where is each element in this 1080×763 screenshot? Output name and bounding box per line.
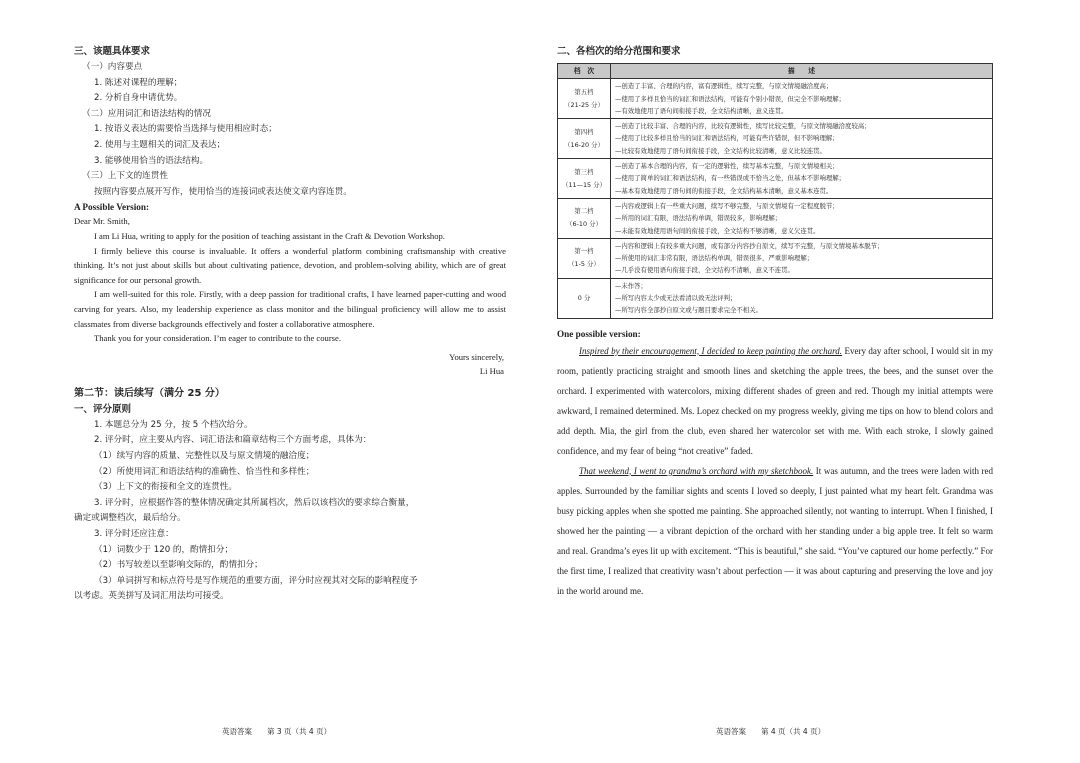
- letter-paragraph: I am Li Hua, writing to apply for the position of teaching assistant in the Craft & Devotion Workshop.: [94, 230, 445, 241]
- content-point: 1. 陈述对课程的理解；: [94, 77, 183, 88]
- rule-item: 2. 评分时，应主要从内容、词汇语法和篇章结构三个方面考虑，具体为：: [94, 435, 372, 446]
- section-title: 三、该题具体要求: [74, 46, 151, 57]
- letter-paragraph: Thank you for your consideration. I’m eager to contribute to the course.: [94, 333, 341, 344]
- grade-level: 0 分: [558, 278, 611, 318]
- table-row: [558, 198, 993, 238]
- grade-level: 第五档 （21-25 分）: [558, 79, 611, 119]
- table-row: [558, 278, 993, 318]
- table-row: [558, 159, 993, 199]
- col-desc-header: 描 述: [611, 64, 993, 79]
- letter-paragraph: I am well-suited for this role. Firstly, with a deep passion for traditional crafts, I have learned paper-cutting and wood carving for years. Also, my leadership experience as class monitor and the bilingual proficiency will allow me to assist classmates from diverse backgrounds effectively and foster a collaborative atmosphere.: [74, 289, 506, 329]
- rule-item: 1. 本题总分为 25 分，按 5 个档次给分。: [94, 419, 253, 430]
- rule-item: 3. 评分时，应根据作答的整体情况确定其所属档次，然后以该档次的要求综合衡量，: [94, 497, 415, 508]
- version-title: A Possible Version:: [74, 202, 150, 213]
- col-level-header: 档 次: [558, 64, 611, 79]
- closing: Yours sincerely,: [449, 351, 504, 362]
- sample-letter: [74, 214, 506, 345]
- section2-title: 第二节：读后续写（满分 25 分）: [74, 387, 225, 399]
- table-row: [558, 119, 993, 159]
- grade-desc: —内容和逻辑上有较多重大问题，或有部分内容抄自原文，续写不完整，与原文情境基本脱节； —所使用的词汇非常有限，语法结构单调，错误很多，严重影响理解； —几乎没有使用语句衔接手段，全文结构不清晰，意义不连贯。: [611, 238, 993, 278]
- coherence-title: （三）上下文的连贯性: [82, 171, 168, 182]
- content-point: 2. 分析自身申请优势。: [94, 93, 183, 104]
- grade-desc: —内容或逻辑上有一些重大问题，续写不够完整，与原文情境有一定程度脱节； —所用的词汇有限，语法结构单调，错误较多，影响理解； —未能有效地使用语句间的衔接手段，全文结构不够清晰，意义欠连贯。: [611, 198, 993, 238]
- rule-subitem: （2）书写较差以至影响交际的，酌情扣分；: [94, 560, 263, 571]
- grade-level: 第一档 （1-5 分）: [558, 238, 611, 278]
- grade-level: 第四档 （16-20 分）: [558, 119, 611, 159]
- story-opening-sentence: That weekend, I went to grandma’s orchard with my sketchbook.: [579, 465, 814, 476]
- rule-subitem: （2）所使用词汇和语法结构的准确性、恰当性和多样性；: [94, 466, 315, 477]
- story-paragraph: That weekend, I went to grandma’s orchard with my sketchbook. It was autumn, and the trees were laden with red apples. Surrounded by the familiar sights and scents I loved so deeply, I just painted what my heart felt. Grandma was busy picking apples when she spotted me painting. She approached silently, not wanting to interrupt. When I finished, I showed her the painting — a vibrant depiction of the orchard with her standing under a big apple tree. It felt so warm and real. Grandma’s eyes lit up with excitement. “This is beautiful,” she said. “You’ve captured our home perfectly.” For the first time, I realized that creativity wasn’t about perfection — it was about capturing and preserving the love and joy in the world around me.: [557, 465, 994, 596]
- left-column: [74, 44, 506, 605]
- rule-subitem: （3）上下文的衔接和全文的连贯性。: [94, 482, 237, 493]
- principle-title: 一、评分原则: [74, 403, 132, 415]
- grade-desc: —未作答； —所写内容太少或无法看清以致无法评判； —所写内容全部抄自原文或与题目要求完全不相关。: [611, 278, 993, 318]
- rule-item: 3. 评分时还应注意：: [94, 529, 174, 540]
- rule-item-cont: 以考虑。英美拼写及词汇用法均可接受。: [74, 591, 229, 602]
- rule-subitem: （3）单词拼写和标点符号是写作规范的重要方面，评分时应视其对交际的影响程度予: [94, 575, 418, 586]
- signature: Li Hua: [479, 366, 504, 377]
- vocab-point: 3. 能够使用恰当的语法结构。: [94, 155, 209, 166]
- grade-table-title: 二、各档次的给分范围和要求: [557, 46, 681, 57]
- grade-desc: —创造了基本合理的内容，有一定的逻辑性，续写基本完整，与原文情境相关； —使用了简单的词汇和语法结构，有一些错误或不恰当之处，但基本不影响理解； —基本有效地使用了语句间的衔接手段，全文结构基本清晰，意义基本连贯。: [611, 159, 993, 199]
- right-column: [557, 44, 993, 601]
- sample-story: [557, 341, 993, 601]
- salutation: Dear Mr. Smith,: [74, 216, 130, 227]
- table-header-row: [558, 64, 993, 79]
- content-title: （一）内容要点: [82, 62, 143, 72]
- page-footer: 英语答案 第 3 页（共 4 页）: [222, 727, 332, 736]
- page-footer: 英语答案 第 4 页（共 4 页）: [716, 727, 826, 736]
- grade-table: [557, 63, 993, 319]
- table-row: [558, 238, 993, 278]
- story-paragraph: Inspired by their encouragement, I decided to keep painting the orchard. Every day after school, I would sit in my room, patiently practicing straight and smooth lines and sketching the apple trees, the bees, and the sunset over the orchard. I experimented with watercolors, mixing different shades of green and red. Though my initial attempts were awkward, I remained determined. Ms. Lopez checked on my progress weekly, giving me tips on how to blend colors and add depth. Mia, the girl from the club, even shared her watercolor set with me. With each stroke, I slowly gained confidence, and my fear of being “not creative” faded.: [557, 345, 993, 456]
- version-title: One possible version:: [557, 328, 641, 339]
- coherence-text: 按照内容要点展开写作，使用恰当的连接词或表达使文章内容连贯。: [94, 186, 352, 197]
- letter-paragraph: I firmly believe this course is invaluable. It offers a wonderful platform combining craftsmanship with creative thinking. It’s not just about skills but about cultivating patience, devotion, and problem-solving ability, which are of great significance for our personal growth.: [74, 245, 506, 285]
- grade-level: 第三档 （11—15 分）: [558, 159, 611, 199]
- rule-item-cont: 确定或调整档次，最后给分。: [74, 513, 186, 524]
- vocab-point: 2. 使用与主题相关的词汇及表达；: [94, 139, 226, 150]
- vocab-title: （二）应用词汇和语法结构的情况: [82, 108, 211, 119]
- rule-subitem: （1）续写内容的质量、完整性以及与原文情境的融洽度；: [94, 451, 315, 462]
- story-opening-sentence: Inspired by their encouragement, I decided to keep painting the orchard.: [579, 345, 843, 356]
- table-row: [558, 79, 993, 119]
- rule-subitem: （1）词数少于 120 的，酌情扣分；: [94, 544, 234, 555]
- grade-level: 第二档 （6-10 分）: [558, 198, 611, 238]
- grade-desc: —创造了丰富、合理的内容，富有逻辑性，续写完整，与原文情境融洽度高； —使用了多样且恰当的词汇和语法结构，可能有个别小错误，但完全不影响理解； —有效地使用了语句间衔接手段，全文结构清晰，意义连贯。: [611, 79, 993, 119]
- vocab-point: 1. 按语义表达的需要恰当选择与使用相应时态；: [94, 124, 277, 135]
- grade-desc: —创造了比较丰富、合理的内容，比较有逻辑性，续写比较完整，与原文情境融洽度较高； —使用了比较多样且恰当的词汇和语法结构，可能有些许错误，但不影响理解； —比较有效地使用了语句间衔接手段，全文结构比较清晰，意义比较连贯。: [611, 119, 993, 159]
